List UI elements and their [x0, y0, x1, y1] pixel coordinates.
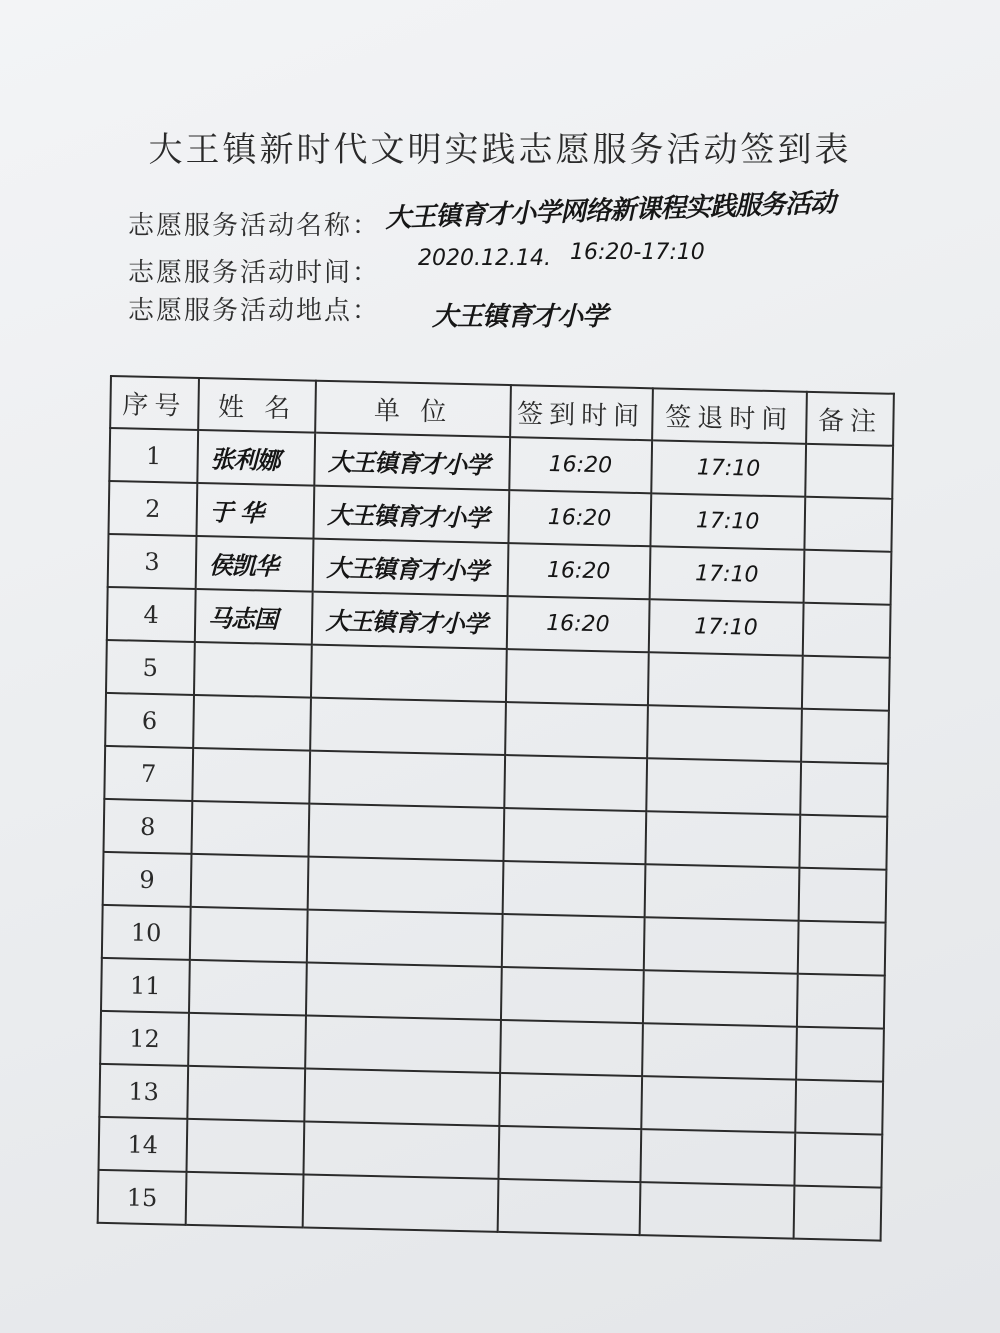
row-number: 12: [100, 1011, 189, 1066]
note-cell: [805, 497, 893, 552]
row-number: 6: [105, 693, 194, 748]
note-cell: [803, 603, 891, 658]
header-note: 备注: [806, 392, 894, 446]
row-number: 2: [109, 481, 198, 536]
sign-in-time: 16:20: [508, 490, 651, 546]
sign-in-time: 16:20: [507, 596, 650, 652]
row-number: 13: [99, 1064, 188, 1119]
sign-out-time: 17:10: [648, 599, 803, 655]
sign-in-time: [502, 914, 645, 970]
sign-out-time: 17:10: [650, 493, 805, 549]
header-sign-out-time: 签退时间: [652, 388, 807, 443]
volunteer-name: 张利娜: [197, 430, 315, 486]
row-number: 15: [98, 1170, 187, 1225]
activity-date-value: 2020.12.14.: [418, 246, 551, 271]
volunteer-name: 马志国: [195, 589, 313, 645]
activity-name-label: 志愿服务活动名称：: [128, 211, 381, 241]
volunteer-unit: [303, 1174, 498, 1231]
volunteer-unit: [304, 1122, 499, 1179]
header-number: 序号: [110, 376, 199, 430]
sign-in-time: [504, 755, 647, 811]
volunteer-unit: 大王镇育才小学: [314, 486, 509, 543]
volunteer-unit: [309, 804, 504, 861]
volunteer-name: [187, 1066, 305, 1122]
note-cell: [795, 1133, 883, 1188]
sign-out-time: [644, 864, 799, 920]
sign-in-time: [500, 1020, 643, 1076]
activity-time-label: 志愿服务活动时间：: [128, 258, 381, 288]
volunteer-name: [190, 854, 308, 910]
volunteer-name: [192, 748, 310, 804]
volunteer-unit: 大王镇育才小学: [312, 592, 507, 649]
sign-in-time: [499, 1073, 642, 1129]
sign-in-time: [498, 1126, 641, 1182]
volunteer-unit: [306, 963, 501, 1020]
volunteer-unit: 大王镇育才小学: [315, 433, 510, 490]
volunteer-name: [190, 907, 308, 963]
sign-out-time: [642, 970, 797, 1026]
sign-in-time: [506, 649, 649, 705]
sign-out-time: [645, 811, 800, 867]
sign-in-time: [505, 702, 648, 758]
volunteer-name: [194, 642, 312, 698]
row-number: 7: [104, 746, 193, 801]
sign-out-time: [647, 705, 802, 761]
volunteer-unit: 大王镇育才小学: [313, 539, 508, 596]
note-cell: [800, 762, 888, 817]
sign-in-time: 16:20: [507, 543, 650, 599]
volunteer-name: [188, 1013, 306, 1069]
sign-out-time: [646, 758, 801, 814]
volunteer-unit: [311, 698, 506, 755]
row-number: 14: [99, 1117, 188, 1172]
volunteer-name: [191, 801, 309, 857]
header-unit: 单 位: [316, 381, 511, 437]
volunteer-unit: [307, 910, 502, 967]
note-cell: [800, 815, 888, 870]
note-cell: [805, 444, 893, 499]
row-number: 3: [108, 534, 197, 589]
row-number: 5: [106, 640, 195, 695]
row-number: 11: [101, 958, 190, 1013]
note-cell: [801, 709, 889, 764]
row-number: 9: [103, 852, 192, 907]
note-cell: [798, 921, 886, 976]
sign-in-table: [97, 375, 895, 1242]
volunteer-unit: [305, 1069, 500, 1126]
note-cell: [795, 1080, 883, 1135]
volunteer-unit: [311, 645, 506, 702]
sign-out-time: [647, 652, 802, 708]
note-cell: [802, 656, 890, 711]
activity-place-label: 志愿服务活动地点：: [128, 296, 381, 326]
sign-out-time: 17:10: [651, 440, 806, 496]
note-cell: [796, 1027, 884, 1082]
volunteer-name: [185, 1172, 303, 1228]
volunteer-name: [189, 960, 307, 1016]
note-cell: [794, 1186, 882, 1241]
activity-place-value: 大王镇育才小学: [432, 302, 608, 332]
sheet-title: 大王镇新时代文明实践志愿服务活动签到表: [148, 130, 852, 170]
sign-out-time: [642, 1023, 797, 1079]
row-number: 4: [107, 587, 196, 642]
sign-in-time: [502, 861, 645, 917]
header-name: 姓 名: [198, 378, 316, 433]
volunteer-unit: [310, 751, 505, 808]
sign-out-time: 17:10: [649, 546, 804, 602]
activity-name-value: 大王镇育才小学网络新课程实践服务活动: [384, 188, 836, 234]
volunteer-name: [186, 1119, 304, 1175]
row-number: 1: [109, 428, 198, 483]
row-number: 10: [102, 905, 191, 960]
volunteer-unit: [306, 1016, 501, 1073]
note-cell: [799, 868, 887, 923]
row-number: 8: [104, 799, 193, 854]
sign-out-time: [641, 1076, 796, 1132]
volunteer-name: [193, 695, 311, 751]
activity-time-value: 16:20-17:10: [570, 240, 705, 265]
volunteer-unit: [308, 857, 503, 914]
sign-out-time: [643, 917, 798, 973]
header-sign-in-time: 签到时间: [510, 385, 652, 440]
volunteer-name: 于 华: [196, 483, 314, 539]
note-cell: [804, 550, 892, 605]
note-cell: [797, 974, 885, 1029]
volunteer-name: 侯凯华: [195, 536, 313, 592]
sign-in-time: [503, 808, 646, 864]
sign-in-time: [501, 967, 644, 1023]
sign-in-time: [497, 1179, 640, 1235]
sign-out-time: [639, 1182, 794, 1238]
sign-in-time: 16:20: [509, 437, 652, 493]
sign-out-time: [640, 1129, 795, 1185]
